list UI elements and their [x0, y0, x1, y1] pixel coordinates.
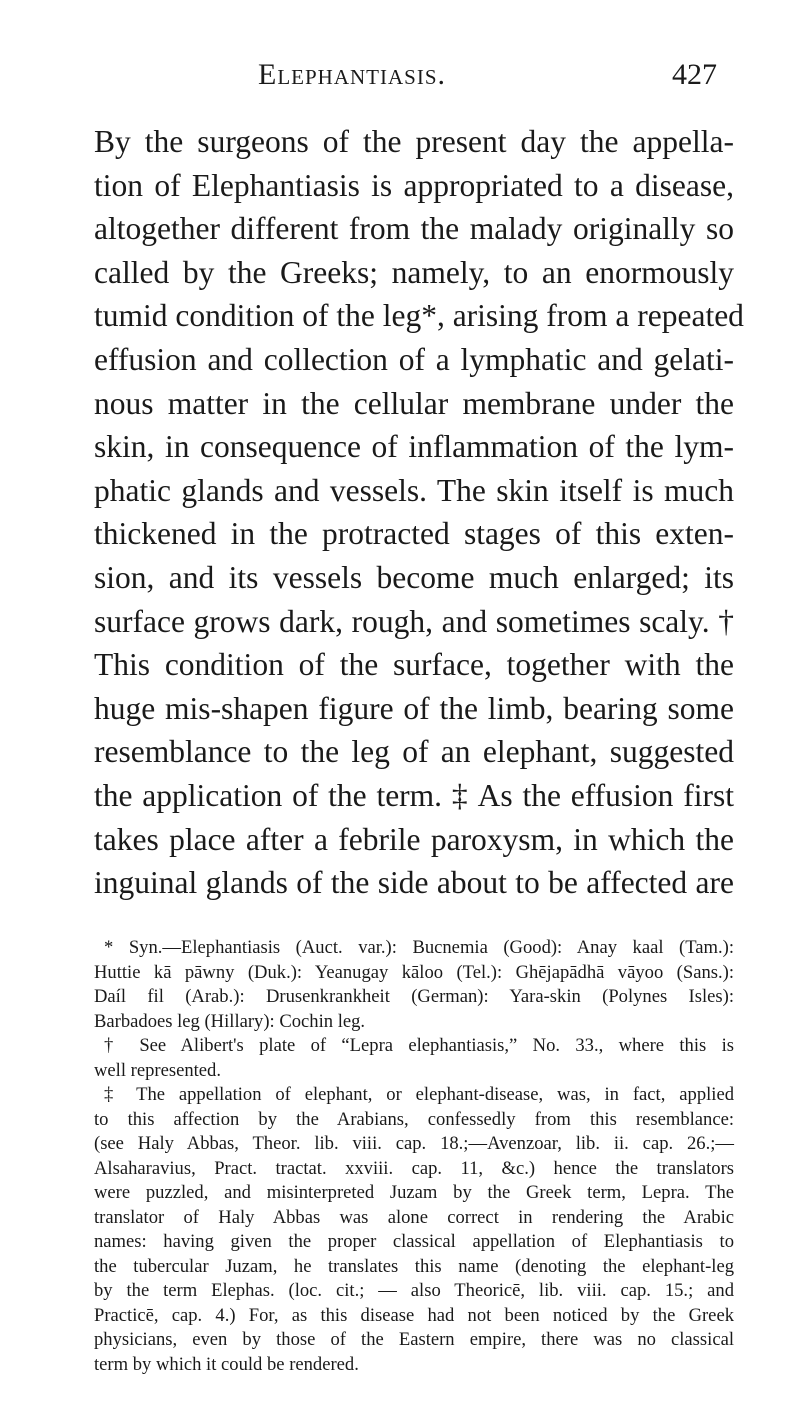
body-line: By the surgeons of the present day the appella- [94, 124, 734, 159]
footnote-line: names: having given the proper classical appellation of Elephantiasis to [94, 1231, 734, 1252]
body-line: skin, in consequence of inflammation of the lym- [94, 429, 734, 465]
body-line: altogether different from the malady originally so [94, 211, 734, 247]
body-text [94, 120, 744, 905]
body-line: This condition of the surface, together with the [94, 647, 734, 683]
body-line: phatic glands and vessels. The skin itself is much [94, 472, 734, 508]
body-line: thickened in the protracted stages of this exten- [94, 516, 734, 552]
body-line: inguinal glands of the side about to be affected are [94, 865, 734, 901]
body-line: effusion and collection of a lymphatic and gelati- [94, 341, 734, 377]
footnote-line: Barbadoes leg (Hillary): Cochin leg. [94, 1010, 366, 1032]
footnotes [94, 936, 734, 1377]
footnote-line: were puzzled, and misinterpreted Juzam by the Greek term, Lepra. The [94, 1182, 734, 1203]
footnote-line: the tubercular Juzam, he translates this name (denoting the elephant-leg [94, 1255, 734, 1277]
body-line: sion, and its vessels become much enlarged; its [94, 559, 734, 595]
footnote-line: physicians, even by those of the Eastern empire, there was no classical [94, 1329, 734, 1350]
body-line: huge mis-shapen figure of the limb, bearing some [94, 690, 734, 726]
footnote-line: translator of Haly Abbas was alone correct in rendering the Arabic [94, 1206, 734, 1228]
footnote-line: * Syn.—Elephantiasis (Auct. var.): Bucnemia (Good): Anay kaal (Tam.): [104, 937, 734, 958]
running-head-title: Elephantiasis. [258, 58, 446, 91]
footnote-line: ‡ The appellation of elephant, or elephant-disease, was, in fact, applied [104, 1084, 734, 1105]
body-line: nous matter in the cellular membrane under the [94, 385, 734, 421]
running-head [0, 58, 800, 98]
body-line: tumid condition of the leg*, arising from a repeated [94, 298, 744, 334]
body-line: called by the Greeks; namely, to an enormously [94, 254, 734, 290]
footnote-line: well represented. [94, 1059, 221, 1081]
body-line: the application of the term. ‡ As the effusion first [94, 777, 734, 813]
body-line: resemblance to the leg of an elephant, suggested [94, 734, 734, 770]
body-line: takes place after a febrile paroxysm, in which the [94, 821, 734, 857]
footnote-line: to this affection by the Arabians, confessedly from this resemblance: [94, 1108, 734, 1130]
footnote-line: (see Haly Abbas, Theor. lib. viii. cap. 18.;—Avenzoar, lib. ii. cap. 26.;— [94, 1133, 734, 1154]
footnote-line: Alsaharavius, Pract. tractat. xxviii. cap. 11, &c.) hence the translators [94, 1157, 734, 1179]
footnote-line: by the term Elephas. (loc. cit.; — also Theoricē, lib. viii. cap. 15.; and [94, 1280, 734, 1301]
footnote-line: term by which it could be rendered. [94, 1353, 359, 1375]
body-line: tion of Elephantiasis is appropriated to a disease, [94, 167, 734, 203]
footnote-line: Daíl fil (Arab.): Drusenkrankheit (German): Yara-skin (Polynes Isles): [94, 986, 734, 1007]
footnote-line: † See Alibert's plate of “Lepra elephantiasis,” No. 33., where this is [104, 1035, 734, 1056]
body-line: surface grows dark, rough, and sometimes scaly. † [94, 603, 734, 639]
footnote-line: Practicē, cap. 4.) For, as this disease had not been noticed by the Greek [94, 1304, 734, 1326]
page-number: 427 [672, 58, 717, 91]
footnote-line: Huttie kā pāwny (Duk.): Yeanugay kāloo (Tel.): Ghējapādhā vāyoo (Sans.): [94, 961, 734, 983]
